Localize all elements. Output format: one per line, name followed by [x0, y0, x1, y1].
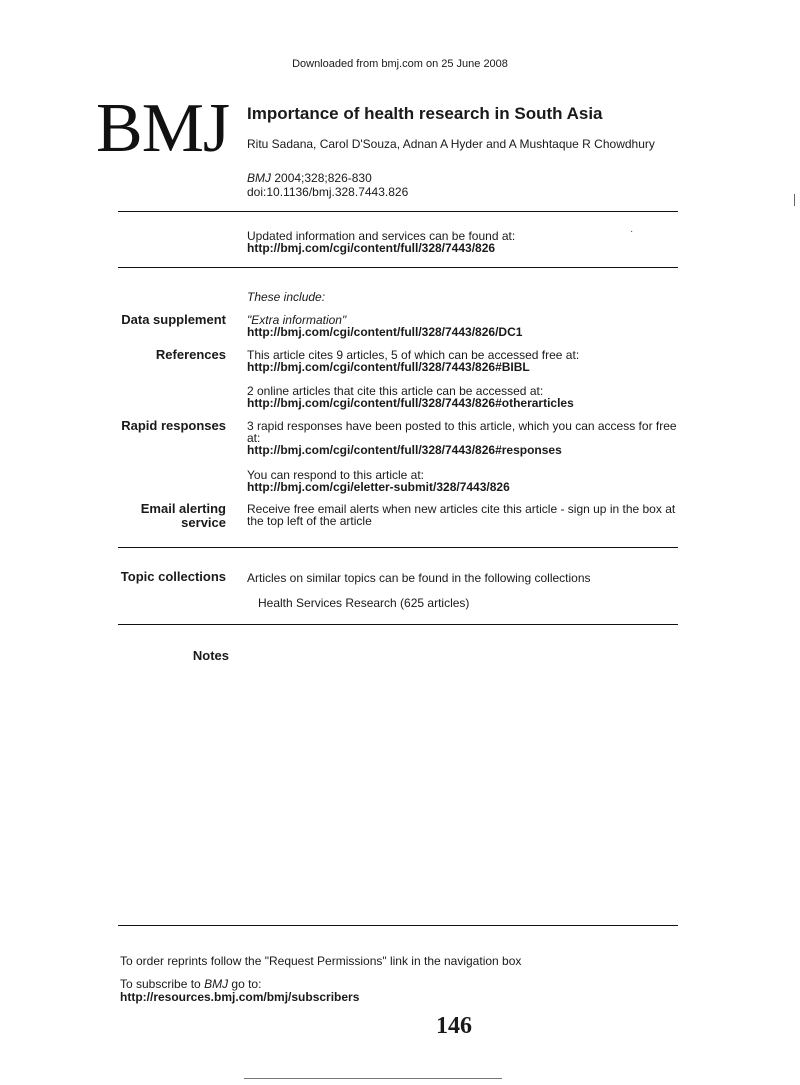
divider	[118, 925, 678, 926]
article-doi: doi:10.1136/bmj.328.7443.826	[247, 185, 409, 199]
updated-link[interactable]: http://bmj.com/cgi/content/full/328/7443/826	[247, 241, 496, 255]
updated-info	[247, 230, 677, 254]
references-text: This article cites 9 articles, 5 of which can be accessed free at:	[247, 348, 580, 362]
data-supplement-label: Data supplement	[121, 312, 226, 327]
data-supplement-text: "Extra information"	[247, 313, 347, 327]
rapid-responses-text: 3 rapid responses have been posted to this article, which you can access for free at:	[247, 419, 677, 445]
divider	[118, 267, 678, 268]
subscribe-journal: BMJ	[204, 977, 229, 991]
topic-collection-item[interactable]: Health Services Research (625 articles)	[258, 596, 470, 610]
page-number: 146	[436, 1013, 472, 1039]
citation-details: 2004;328;826-830	[274, 171, 372, 185]
rapid-responses-block	[247, 420, 677, 456]
rapid-responses-label: Rapid responses	[121, 418, 226, 433]
journal-name: BMJ	[247, 171, 271, 185]
respond-text: You can respond to this article at:	[247, 468, 424, 482]
subscribe-prefix: To subscribe to	[120, 977, 201, 991]
article-title: Importance of health research in South Asia	[247, 104, 603, 123]
subscribe-link[interactable]: http://resources.bmj.com/bmj/subscribers	[120, 990, 360, 1004]
reprints-text: To order reprints follow the "Request Permissions" link in the navigation box	[120, 954, 522, 968]
notes-label: Notes	[192, 648, 229, 663]
data-supplement-block	[247, 314, 677, 338]
topic-collections-label: Topic collections	[120, 569, 226, 584]
email-alerting-label: Email alerting service	[140, 501, 226, 530]
these-include: These include:	[247, 290, 326, 304]
scan-mark	[794, 194, 795, 206]
respond-block	[247, 469, 677, 493]
bmj-logo: BMJ	[96, 90, 230, 167]
download-note: Downloaded from bmj.com on 25 June 2008	[292, 58, 508, 70]
article-citation	[247, 171, 408, 199]
divider	[118, 624, 678, 625]
divider	[118, 211, 678, 212]
citing-articles-link[interactable]: http://bmj.com/cgi/content/full/328/7443/826#otherarticles	[247, 396, 574, 410]
data-supplement-link[interactable]: http://bmj.com/cgi/content/full/328/7443/826/DC1	[247, 325, 523, 339]
subscribe-block	[120, 978, 359, 1004]
rapid-responses-link[interactable]: http://bmj.com/cgi/content/full/328/7443/826#responses	[247, 443, 562, 457]
citing-articles-text: 2 online articles that cite this article can be accessed at:	[247, 384, 544, 398]
references-label: References	[155, 347, 226, 362]
updated-text: Updated information and services can be found at:	[247, 229, 516, 243]
references-block	[247, 349, 677, 373]
topic-collections-text: Articles on similar topics can be found in the following collections	[247, 571, 591, 585]
scan-speck: ·	[630, 226, 634, 237]
subscribe-suffix: go to:	[231, 977, 262, 991]
citing-articles-block	[247, 385, 677, 409]
email-alerting-text: Receive free email alerts when new articles cite this article - sign up in the box at the top left of the article	[247, 502, 676, 528]
respond-link[interactable]: http://bmj.com/cgi/eletter-submit/328/7443/826	[247, 480, 510, 494]
article-authors: Ritu Sadana, Carol D'Souza, Adnan A Hyder and A Mushtaque R Chowdhury	[247, 137, 655, 151]
divider	[118, 547, 678, 548]
references-link[interactable]: http://bmj.com/cgi/content/full/328/7443/826#BIBL	[247, 360, 530, 374]
divider	[244, 1078, 502, 1079]
